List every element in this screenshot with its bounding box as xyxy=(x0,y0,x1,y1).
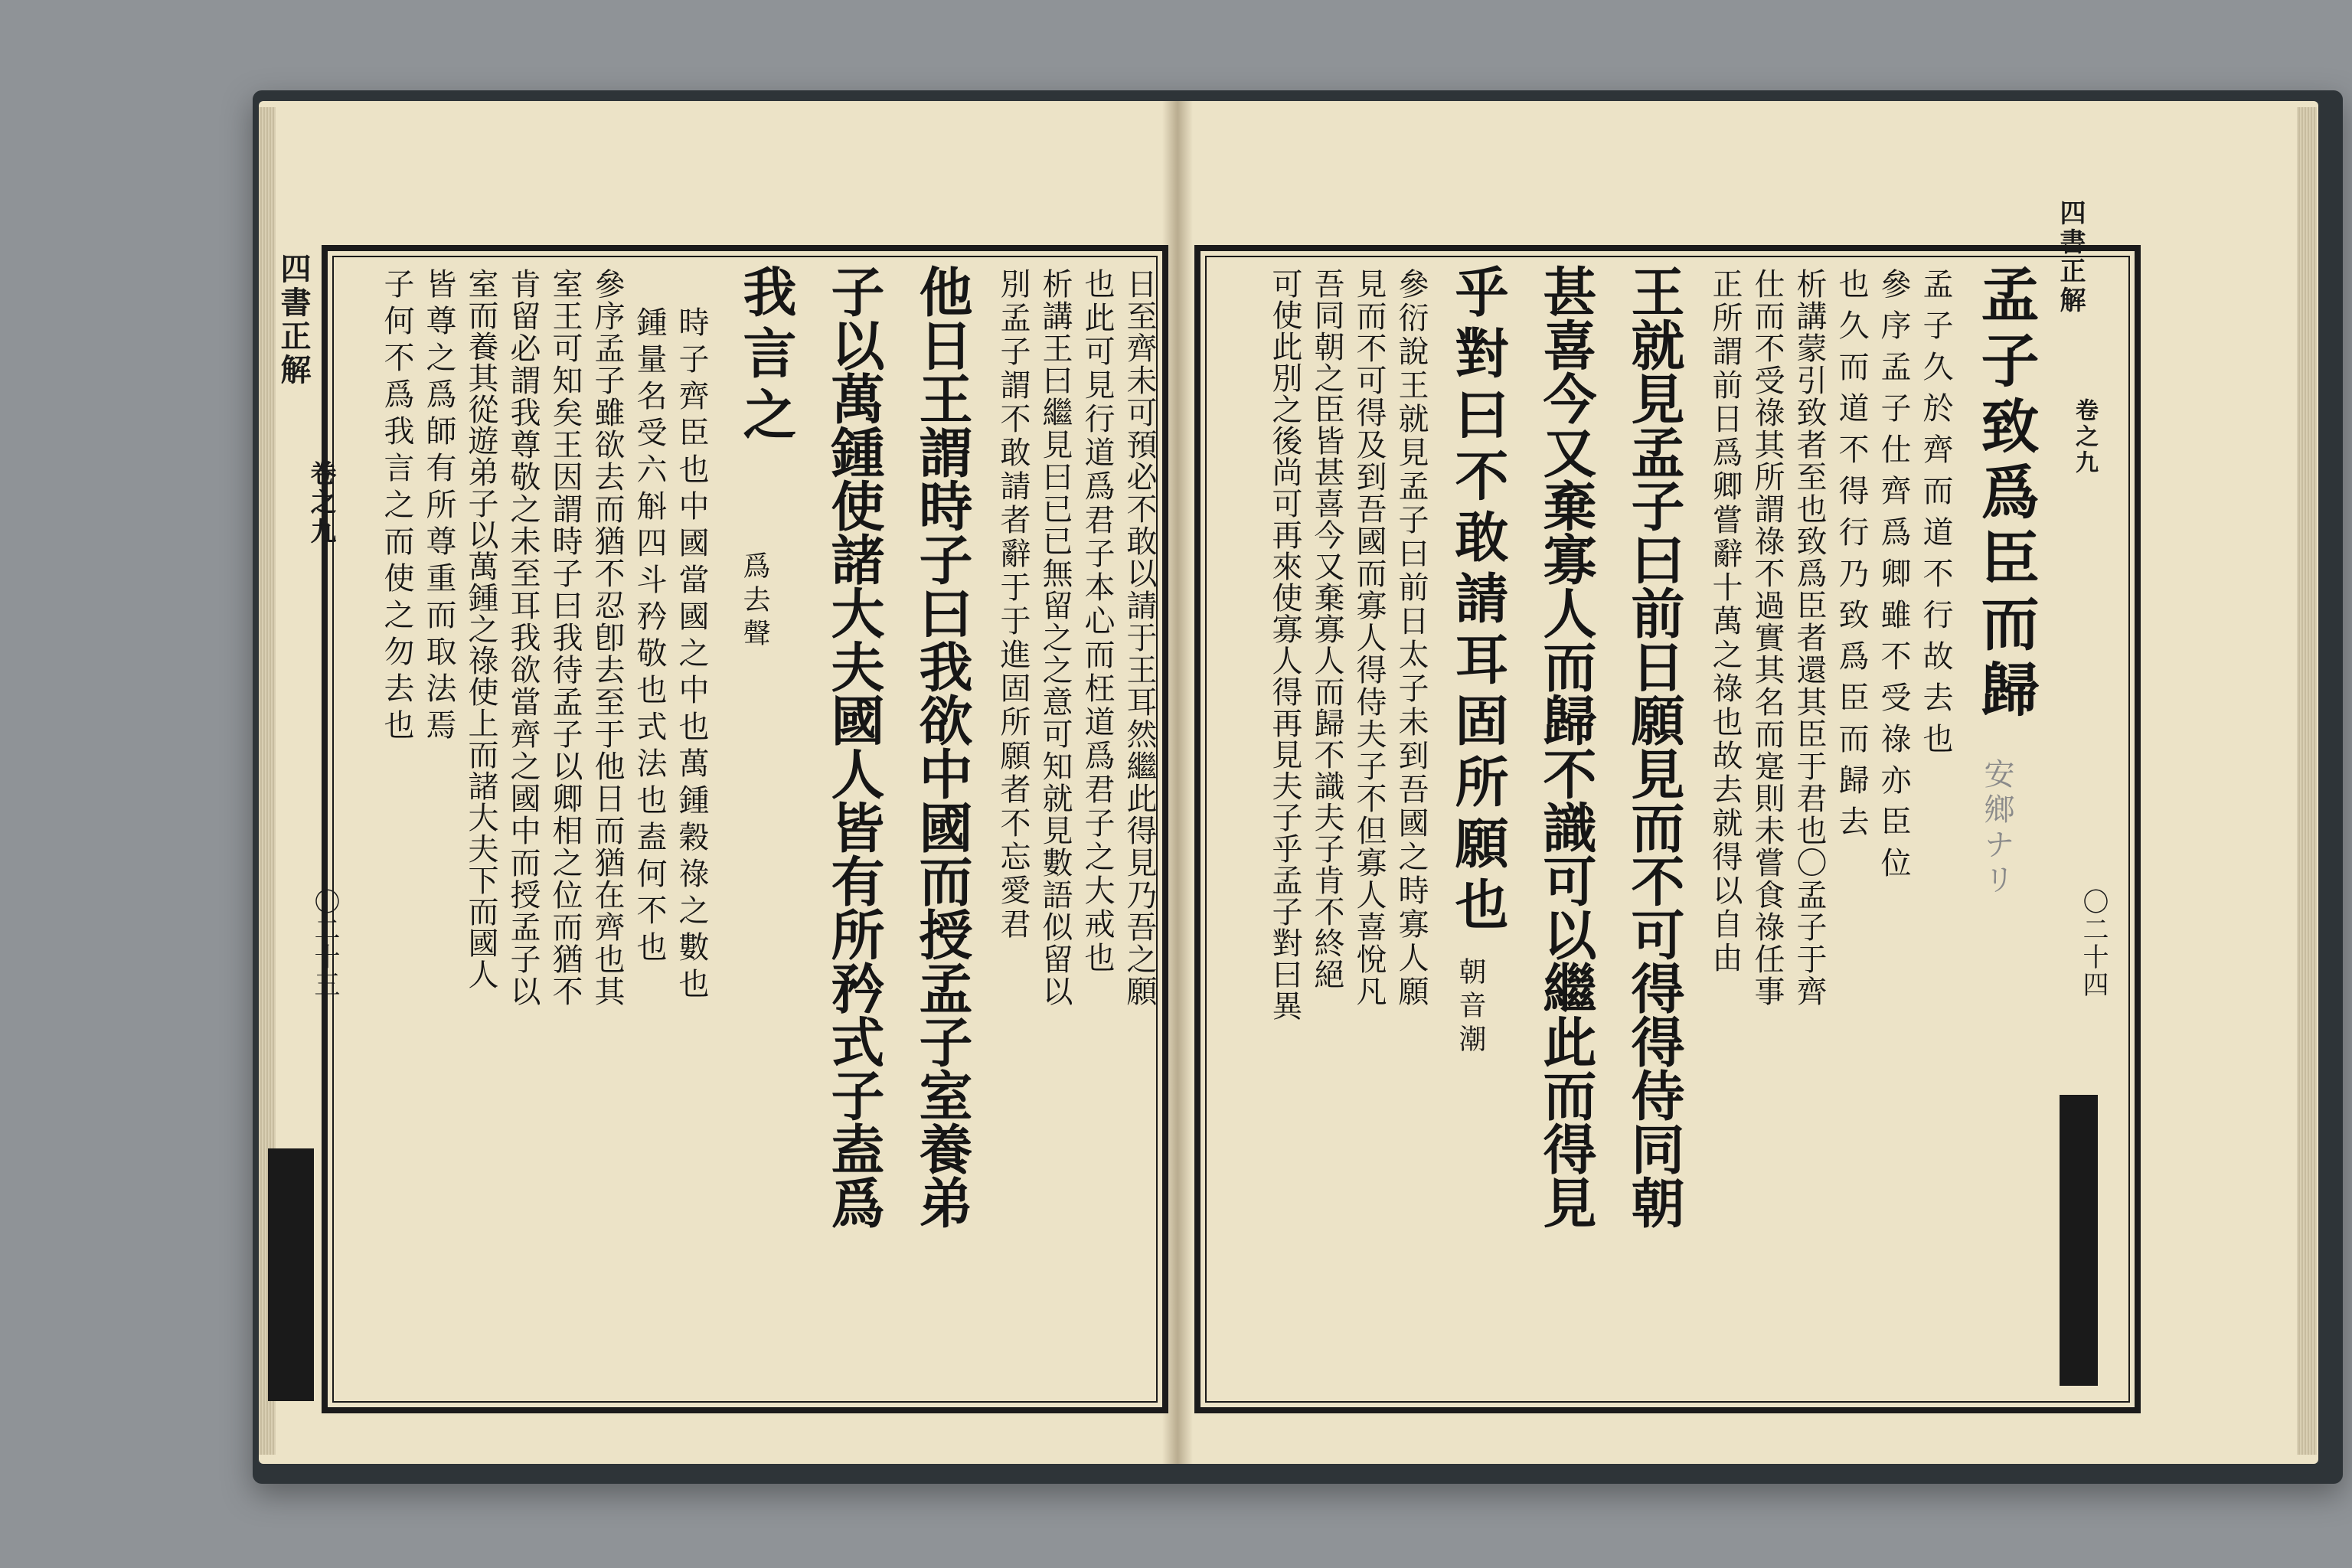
right-margin-black-band xyxy=(2060,1095,2098,1386)
right-col-9: 甚喜今又棄寡人而歸不識可以繼此而得見 xyxy=(1534,264,1598,1229)
left-margin-black-band xyxy=(268,1148,314,1401)
handwritten-note: 安鄉ナリ xyxy=(1979,758,2014,899)
left-margin-volume: 卷之九 xyxy=(305,459,336,547)
right-col-11: 朝音潮 xyxy=(1455,957,1486,1058)
right-margin-title: 四書正解 xyxy=(2055,199,2086,315)
right-col-13: 見而不可得及到吾國而寡人得侍夫子不但寡人喜悅凡 xyxy=(1351,268,1387,1008)
right-margin-volume: 卷之九 xyxy=(2071,398,2098,476)
right-col-10: 乎對曰不敢請耳固所願也 xyxy=(1446,264,1510,938)
left-col-7: 我言之 xyxy=(734,264,798,448)
right-col-6: 仕而不受祿其所謂祿不過實其名而寔則未嘗食祿任事 xyxy=(1749,268,1785,1008)
left-col-3: 析講王曰繼見曰已已無留之之意可知就見數語似留以 xyxy=(1037,268,1073,1008)
left-col-2: 也此可見行道爲君子本心而枉道爲君子之大戒也 xyxy=(1080,268,1115,975)
right-col-12: 參衍說王就見孟子曰前日太子未到吾國之時寡人願 xyxy=(1393,268,1429,1009)
right-col-1: 孟子致爲臣而歸 xyxy=(1971,264,2040,725)
left-col-5: 他日王謂時子曰我欲中國而授孟子室養弟 xyxy=(910,264,974,1229)
left-col-1: 日至齊未可預必不敢以請于王耳然繼此得見乃吾之願 xyxy=(1122,268,1157,1008)
left-col-10: 鍾量名受六斛四斗矜敬也式法也盍何不也 xyxy=(632,306,667,968)
left-col-14: 室而養其從遊弟子以萬鍾之祿使上而諸大夫下而國人 xyxy=(463,268,498,990)
left-col-16: 子何不爲我言之而使之勿去也 xyxy=(379,268,414,746)
left-col-8: 爲去聲 xyxy=(739,551,770,652)
left-margin-title: 四書正解 xyxy=(276,253,312,387)
right-col-15: 可使此別之後尚可再來使寡人得再見夫子乎孟子對曰異 xyxy=(1267,268,1302,1021)
left-col-13: 肯留必謂我尊敬之未至耳我欲當齊之國中而授孟子以 xyxy=(505,268,541,1008)
right-margin-page: 〇二十四 xyxy=(2078,888,2109,998)
right-col-2: 孟子久於齊而道不行故去也 xyxy=(1918,268,1953,764)
right-col-3: 參序孟子仕齊爲卿雖不受祿亦臣位 xyxy=(1876,268,1911,888)
right-col-8: 王就見孟子曰前日願見而不可得得侍同朝 xyxy=(1622,264,1686,1229)
right-col-4: 也久而道不得行乃致爲臣而歸去 xyxy=(1834,268,1869,847)
right-col-14: 吾同朝之臣皆甚喜今又棄寡人而歸不識夫子肯不終絕 xyxy=(1309,268,1344,990)
left-col-9: 時子齊臣也中國當國之中也萬鍾穀祿之數也 xyxy=(674,306,709,1004)
right-page-edges xyxy=(2297,107,2317,1455)
left-col-6: 子以萬鍾使諸大夫國人皆有所矜式子盍爲 xyxy=(822,264,886,1229)
left-margin-page: 〇二十五 xyxy=(309,888,340,998)
left-col-11: 參序孟子雖欲去而猶不忍卽去至于他日而猶在齊也其 xyxy=(590,268,625,1008)
left-col-12: 室王可知矣王因謂時子曰我待孟子以卿相之位而猶不 xyxy=(547,268,583,1008)
left-col-4: 別孟子謂不敢請者辭于于進固所願者不忘愛君 xyxy=(995,268,1031,942)
right-col-7: 正所謂前日爲卿嘗辭十萬之祿也故去就得以自由 xyxy=(1707,268,1743,975)
left-col-15: 皆尊之爲師有所尊重而取法焉 xyxy=(421,268,456,746)
right-col-5: 析講蒙引致者至也致爲臣者還其臣于君也〇孟子于齊 xyxy=(1792,268,1827,1008)
